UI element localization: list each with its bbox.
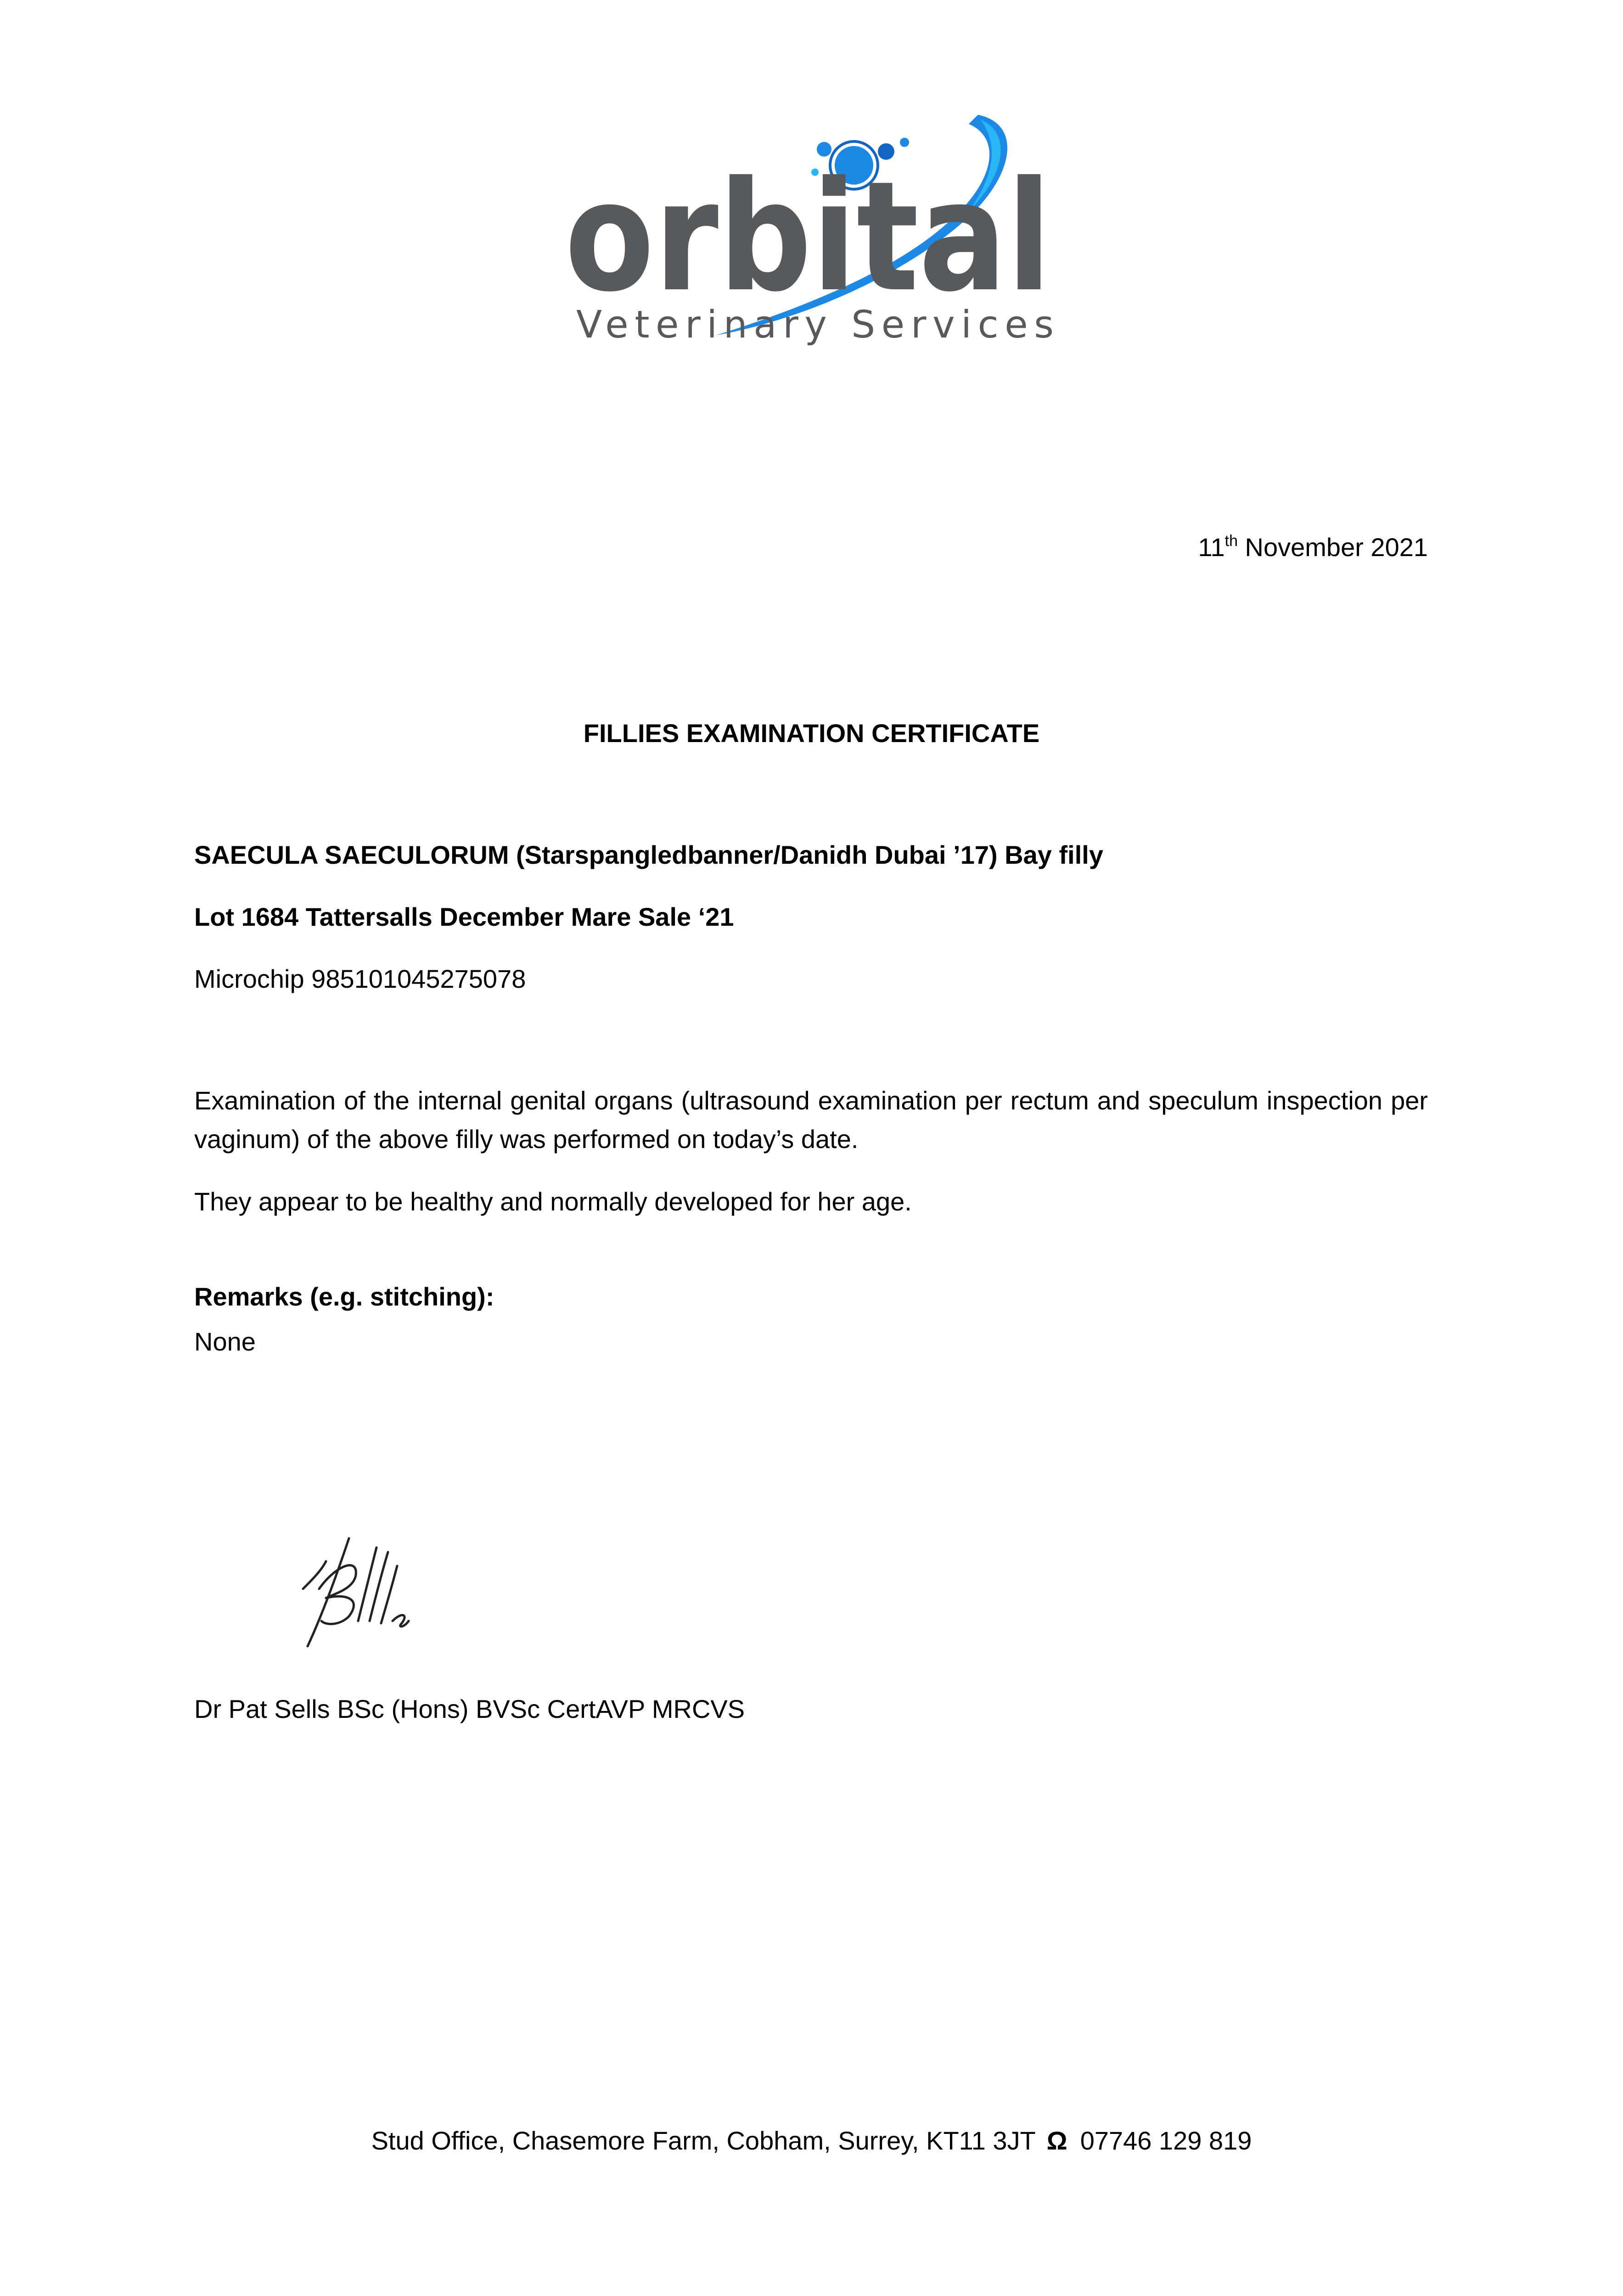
logo-subtitle: Veterinary Services bbox=[576, 303, 1054, 347]
certificate-title: FILLIES EXAMINATION CERTIFICATE bbox=[583, 719, 1040, 748]
horse-details: SAECULA SAECULORUM (Starspangledbanner/Danidh Dubai ’17) Bay filly bbox=[194, 840, 1103, 869]
microchip-number: Microchip 985101045275078 bbox=[194, 964, 526, 993]
footer-phone: 07746 129 819 bbox=[1080, 2126, 1252, 2155]
appearance-paragraph: They appear to be healthy and normally developed for her age. bbox=[194, 1187, 912, 1216]
footer-address-text: Stud Office, Chasemore Farm, Cobham, Surrey, KT11 3JT bbox=[371, 2126, 1036, 2155]
letter-date bbox=[1198, 528, 1428, 570]
footer-address bbox=[0, 2122, 1623, 2160]
logo-wordmark: orbital bbox=[565, 149, 1051, 325]
orbital-logo bbox=[565, 106, 1070, 354]
remarks-value: None bbox=[194, 1327, 256, 1356]
date-day: 11 bbox=[1198, 533, 1225, 562]
signer-name: Dr Pat Sells BSc (Hons) BVSc CertAVP MRCVS bbox=[194, 1694, 745, 1723]
signature-icon bbox=[294, 1529, 413, 1653]
lot-details: Lot 1684 Tattersalls December Mare Sale ‘21 bbox=[194, 902, 734, 931]
date-rest: November 2021 bbox=[1245, 533, 1428, 562]
omega-icon: Ω bbox=[1046, 2126, 1067, 2155]
remarks-heading: Remarks (e.g. stitching): bbox=[194, 1282, 494, 1311]
examination-paragraph: Examination of the internal genital organs (ultrasound examination per rectum and speculum inspection per vaginum) of the above filly was performed on today’s date. bbox=[194, 1086, 1428, 1154]
date-suffix: th bbox=[1224, 532, 1238, 550]
